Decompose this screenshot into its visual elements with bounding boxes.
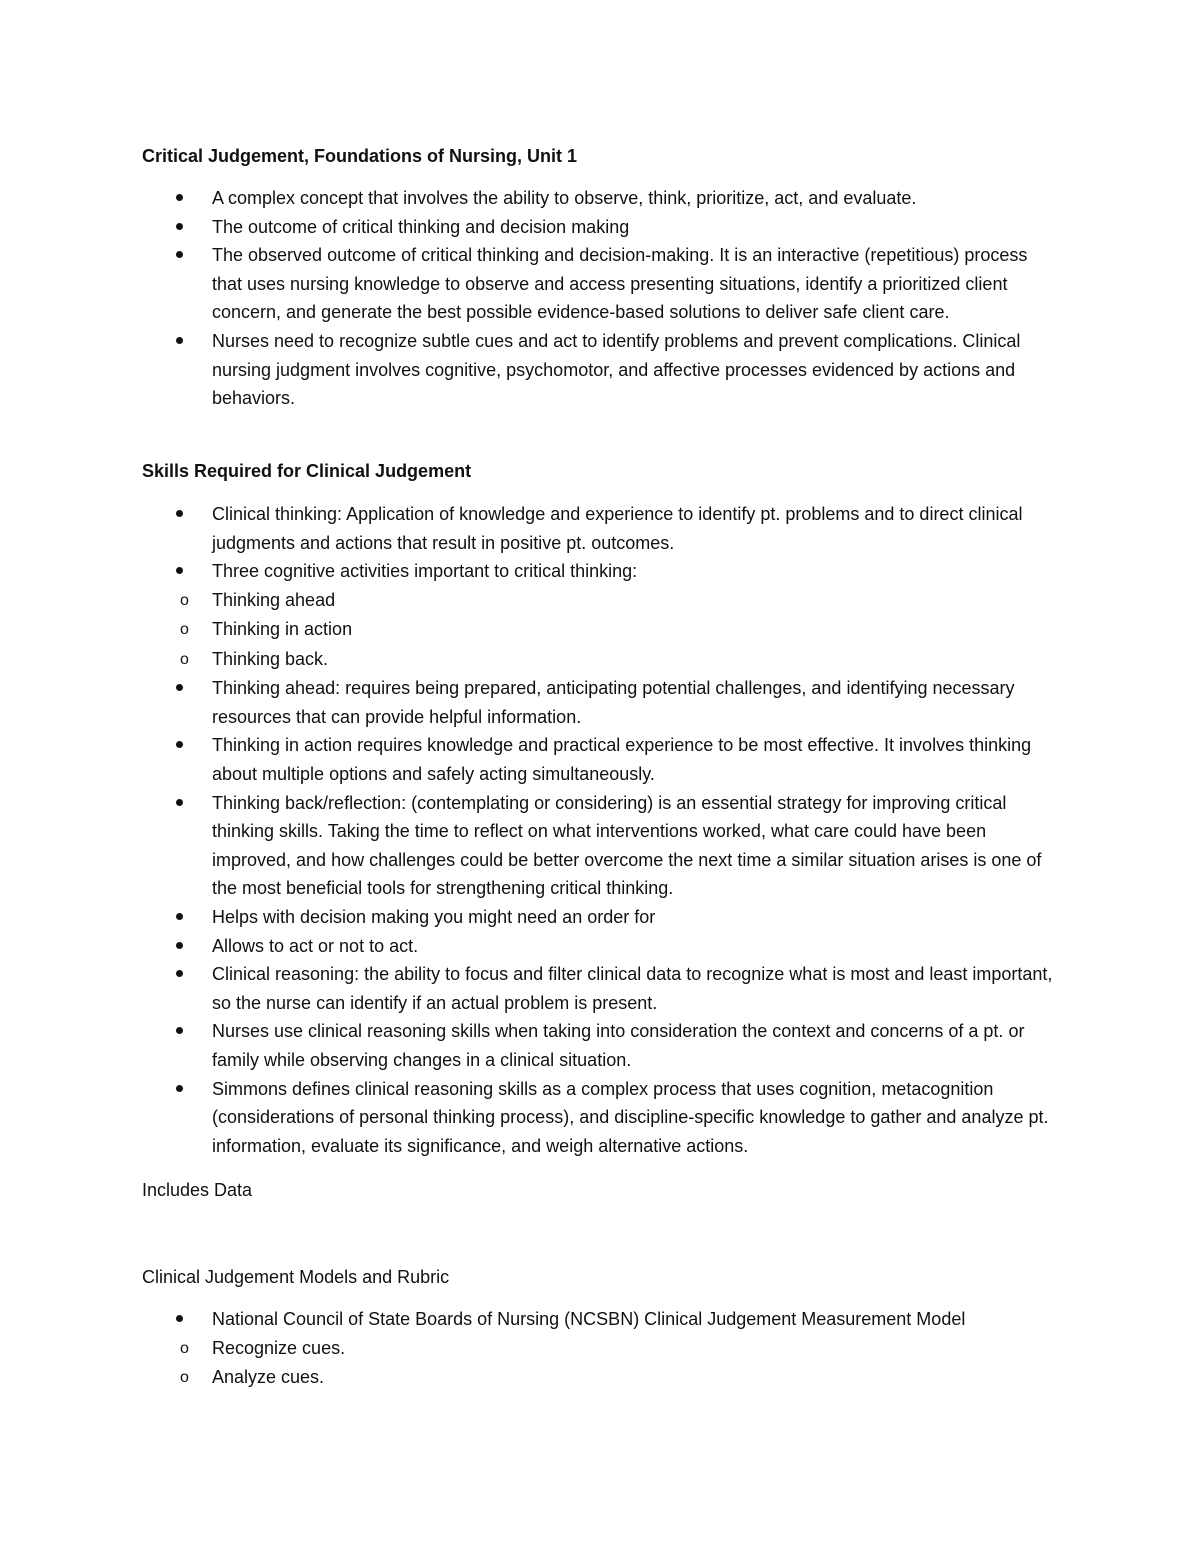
- sub-list-item: o Analyze cues.: [142, 1363, 1062, 1393]
- list-item: A complex concept that involves the ability to observe, think, prioritize, act, and evaluate.: [142, 184, 1062, 213]
- sub-list-item: o Thinking back.: [142, 645, 1062, 675]
- list-item: Nurses need to recognize subtle cues and act to identify problems and prevent complications. Clinical nursing judgment involves cognitive, psychomotor, and affective processes evidenced by actions and behaviors.: [142, 327, 1062, 413]
- list-item: The observed outcome of critical thinking and decision-making. It is an interactive (repetitious) process that uses nursing knowledge to observe and access presenting situations, identify a prioritized client concern, and generate the best possible evidence-based solutions to deliver safe client care.: [142, 241, 1062, 327]
- list-item: Thinking back/reflection: (contemplating or considering) is an essential strategy for improving critical thinking skills. Taking the time to reflect on what interventions worked, what care could have been improved, and how challenges could be better overcome the next time a similar situation arises is one of the most beneficial tools for strengthening critical thinking.: [142, 789, 1062, 903]
- list-item: Thinking ahead: requires being prepared, anticipating potential challenges, and identifying necessary resources that can provide helpful information.: [142, 674, 1062, 731]
- list-item: Nurses use clinical reasoning skills when taking into consideration the context and concerns of a pt. or family while observing changes in a clinical situation.: [142, 1017, 1062, 1074]
- section-2-heading: Skills Required for Clinical Judgement: [142, 461, 472, 481]
- sub-list-item: o Thinking ahead: [142, 586, 1062, 616]
- list-item: Clinical reasoning: the ability to focus and filter clinical data to recognize what is most and least important, so the nurse can identify if an actual problem is present.: [142, 960, 1062, 1017]
- sub-list-item: o Recognize cues.: [142, 1334, 1062, 1364]
- list-item: Thinking in action requires knowledge and practical experience to be most effective. It involves thinking about multiple options and safely acting simultaneously.: [142, 731, 1062, 788]
- document-title: Critical Judgement, Foundations of Nursing, Unit 1: [142, 146, 578, 166]
- section-3-heading: Clinical Judgement Models and Rubric: [142, 1267, 450, 1287]
- section-3-list: [142, 1305, 1062, 1393]
- list-item-text: National Council of State Boards of Nursing (NCSBN) Clinical Judgement Measurement Model: [212, 1309, 966, 1329]
- section-1-list: [142, 184, 1062, 413]
- list-item: [142, 1305, 1062, 1393]
- list-item: Simmons defines clinical reasoning skills as a complex process that uses cognition, metacognition (considerations of personal thinking process), and discipline-specific knowledge to gather and analyze pt. information, evaluate its significance, and weigh alternative actions.: [142, 1075, 1062, 1161]
- section-2-list: [142, 500, 1062, 1160]
- list-item: The outcome of critical thinking and decision making: [142, 213, 1062, 242]
- list-item: Allows to act or not to act.: [142, 932, 1062, 961]
- includes-data-text: Includes Data: [142, 1180, 253, 1200]
- list-item-text: Three cognitive activities important to critical thinking:: [212, 561, 638, 582]
- list-item: [142, 557, 1062, 674]
- list-item: Clinical thinking: Application of knowledge and experience to identify pt. problems and to direct clinical judgments and actions that result in positive pt. outcomes.: [142, 500, 1062, 557]
- sub-list-item: o Thinking in action: [142, 615, 1062, 645]
- list-item: Helps with decision making you might need an order for: [142, 903, 1062, 932]
